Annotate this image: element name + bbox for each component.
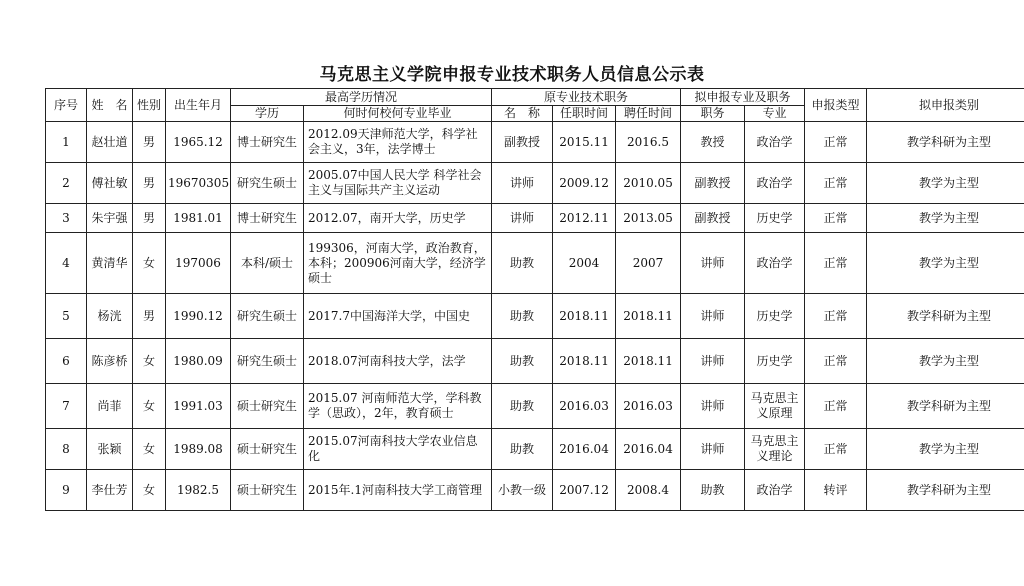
cell-hire-date: 2013.05 (616, 204, 681, 233)
table-row (46, 339, 1024, 384)
cell-original-title: 助教 (492, 429, 553, 470)
cell-name: 杨洸 (87, 294, 133, 339)
cell-seq: 4 (46, 233, 87, 294)
header-birth: 出生年月 (166, 89, 231, 122)
cell-appointment-date: 2012.11 (553, 204, 616, 233)
cell-seq: 1 (46, 122, 87, 163)
cell-graduation-detail: 2015年.1河南科技大学工商管理 (304, 470, 492, 511)
cell-degree: 研究生硕士 (231, 163, 304, 204)
cell-name: 黄清华 (87, 233, 133, 294)
cell-seq: 8 (46, 429, 87, 470)
header-hire-date: 聘任时间 (616, 106, 681, 122)
cell-degree: 硕士研究生 (231, 384, 304, 429)
table-row (46, 384, 1024, 429)
cell-gender: 女 (133, 339, 166, 384)
cell-gender: 男 (133, 122, 166, 163)
cell-original-title: 讲师 (492, 163, 553, 204)
header-original-title-group: 原专业技术职务 (492, 89, 681, 106)
cell-birth: 1989.08 (166, 429, 231, 470)
cell-birth: 197006 (166, 233, 231, 294)
cell-birth: 1982.5 (166, 470, 231, 511)
cell-appointment-date: 2009.12 (553, 163, 616, 204)
table-row (46, 204, 1024, 233)
cell-gender: 女 (133, 429, 166, 470)
table-row (46, 122, 1024, 163)
cell-name: 张颖 (87, 429, 133, 470)
cell-proposed-post: 助教 (681, 470, 745, 511)
cell-gender: 女 (133, 470, 166, 511)
cell-birth: 1991.03 (166, 384, 231, 429)
cell-birth: 1980.09 (166, 339, 231, 384)
cell-proposed-major: 历史学 (745, 339, 805, 384)
table-row (46, 163, 1024, 204)
cell-name: 朱宇强 (87, 204, 133, 233)
cell-original-title: 讲师 (492, 204, 553, 233)
cell-seq: 7 (46, 384, 87, 429)
header-proposed-group: 拟申报专业及职务 (681, 89, 805, 106)
header-original-title: 名 称 (492, 106, 553, 122)
cell-apply-category: 教学为主型 (867, 233, 1024, 294)
cell-appointment-date: 2016.03 (553, 384, 616, 429)
cell-graduation-detail: 2012.09天津师范大学，科学社会主义，3年，法学博士 (304, 122, 492, 163)
cell-graduation-detail: 2015.07河南科技大学农业信息化 (304, 429, 492, 470)
cell-seq: 6 (46, 339, 87, 384)
staff-info-table (45, 88, 1024, 511)
cell-apply-category: 教学为主型 (867, 339, 1024, 384)
cell-hire-date: 2007 (616, 233, 681, 294)
cell-degree: 本科/硕士 (231, 233, 304, 294)
cell-apply-category: 教学科研为主型 (867, 384, 1024, 429)
cell-hire-date: 2016.03 (616, 384, 681, 429)
cell-degree: 博士研究生 (231, 204, 304, 233)
cell-proposed-post: 讲师 (681, 339, 745, 384)
cell-proposed-post: 讲师 (681, 384, 745, 429)
cell-proposed-post: 副教授 (681, 163, 745, 204)
cell-name: 尚菲 (87, 384, 133, 429)
cell-hire-date: 2016.5 (616, 122, 681, 163)
table-row (46, 233, 1024, 294)
table-row (46, 470, 1024, 511)
cell-appointment-date: 2016.04 (553, 429, 616, 470)
cell-graduation-detail: 2018.07河南科技大学，法学 (304, 339, 492, 384)
cell-apply-category: 教学为主型 (867, 429, 1024, 470)
cell-degree: 博士研究生 (231, 122, 304, 163)
cell-apply-type: 正常 (805, 384, 867, 429)
cell-proposed-major: 政治学 (745, 122, 805, 163)
cell-appointment-date: 2004 (553, 233, 616, 294)
header-degree: 学历 (231, 106, 304, 122)
cell-degree: 硕士研究生 (231, 429, 304, 470)
cell-apply-category: 教学为主型 (867, 204, 1024, 233)
cell-seq: 5 (46, 294, 87, 339)
cell-original-title: 助教 (492, 384, 553, 429)
header-gender: 性别 (133, 89, 166, 122)
table-row (46, 294, 1024, 339)
cell-original-title: 副教授 (492, 122, 553, 163)
page-title: 马克思主义学院申报专业技术职务人员信息公示表 (319, 65, 705, 85)
cell-graduation-detail: 2012.07，南开大学，历史学 (304, 204, 492, 233)
cell-proposed-post: 讲师 (681, 429, 745, 470)
cell-proposed-post: 副教授 (681, 204, 745, 233)
cell-proposed-major: 历史学 (745, 204, 805, 233)
cell-graduation-detail: 199306，河南大学，政治教育，本科；200906河南大学，经济学硕士 (304, 233, 492, 294)
cell-degree: 硕士研究生 (231, 470, 304, 511)
cell-apply-category: 教学科研为主型 (867, 470, 1024, 511)
cell-apply-type: 正常 (805, 163, 867, 204)
table-row (46, 429, 1024, 470)
cell-original-title: 助教 (492, 339, 553, 384)
cell-apply-category: 教学科研为主型 (867, 122, 1024, 163)
cell-apply-category: 教学科研为主型 (867, 294, 1024, 339)
cell-apply-type: 转评 (805, 470, 867, 511)
cell-proposed-major: 政治学 (745, 470, 805, 511)
cell-apply-type: 正常 (805, 294, 867, 339)
cell-original-title: 小教一级 (492, 470, 553, 511)
cell-seq: 9 (46, 470, 87, 511)
cell-appointment-date: 2015.11 (553, 122, 616, 163)
header-proposed-post: 职务 (681, 106, 745, 122)
cell-proposed-major: 马克思主义理论 (745, 429, 805, 470)
cell-appointment-date: 2018.11 (553, 339, 616, 384)
cell-appointment-date: 2007.12 (553, 470, 616, 511)
header-apply-type: 申报类型 (805, 89, 867, 122)
header-proposed-major: 专业 (745, 106, 805, 122)
cell-apply-type: 正常 (805, 429, 867, 470)
cell-hire-date: 2018.11 (616, 339, 681, 384)
header-appointment-date: 任职时间 (553, 106, 616, 122)
header-name: 姓 名 (87, 89, 133, 122)
cell-name: 赵壮道 (87, 122, 133, 163)
header-graduation-detail: 何时何校何专业毕业 (304, 106, 492, 122)
cell-graduation-detail: 2005.07中国人民大学 科学社会主义与国际共产主义运动 (304, 163, 492, 204)
cell-proposed-major: 马克思主义原理 (745, 384, 805, 429)
cell-graduation-detail: 2015.07 河南师范大学，学科教学（思政），2年，教育硕士 (304, 384, 492, 429)
cell-graduation-detail: 2017.7中国海洋大学，中国史 (304, 294, 492, 339)
cell-proposed-major: 政治学 (745, 163, 805, 204)
cell-name: 傅社敏 (87, 163, 133, 204)
cell-name: 李仕芳 (87, 470, 133, 511)
cell-apply-type: 正常 (805, 339, 867, 384)
cell-hire-date: 2008.4 (616, 470, 681, 511)
cell-birth: 1965.12 (166, 122, 231, 163)
cell-gender: 男 (133, 204, 166, 233)
cell-birth: 19670305 (166, 163, 231, 204)
header-apply-category: 拟申报类别 (867, 89, 1024, 122)
header-seq: 序号 (46, 89, 87, 122)
cell-apply-type: 正常 (805, 122, 867, 163)
cell-gender: 男 (133, 294, 166, 339)
cell-proposed-major: 历史学 (745, 294, 805, 339)
cell-gender: 男 (133, 163, 166, 204)
cell-name: 陈彦桥 (87, 339, 133, 384)
cell-gender: 女 (133, 384, 166, 429)
cell-proposed-post: 讲师 (681, 233, 745, 294)
cell-proposed-major: 政治学 (745, 233, 805, 294)
cell-original-title: 助教 (492, 294, 553, 339)
cell-hire-date: 2010.05 (616, 163, 681, 204)
cell-birth: 1990.12 (166, 294, 231, 339)
cell-birth: 1981.01 (166, 204, 231, 233)
cell-degree: 研究生硕士 (231, 339, 304, 384)
cell-seq: 3 (46, 204, 87, 233)
cell-original-title: 助教 (492, 233, 553, 294)
cell-apply-category: 教学为主型 (867, 163, 1024, 204)
cell-degree: 研究生硕士 (231, 294, 304, 339)
cell-apply-type: 正常 (805, 233, 867, 294)
cell-appointment-date: 2018.11 (553, 294, 616, 339)
cell-apply-type: 正常 (805, 204, 867, 233)
cell-proposed-post: 讲师 (681, 294, 745, 339)
cell-hire-date: 2018.11 (616, 294, 681, 339)
header-education-group: 最高学历情况 (231, 89, 492, 106)
cell-proposed-post: 教授 (681, 122, 745, 163)
cell-hire-date: 2016.04 (616, 429, 681, 470)
cell-seq: 2 (46, 163, 87, 204)
cell-gender: 女 (133, 233, 166, 294)
